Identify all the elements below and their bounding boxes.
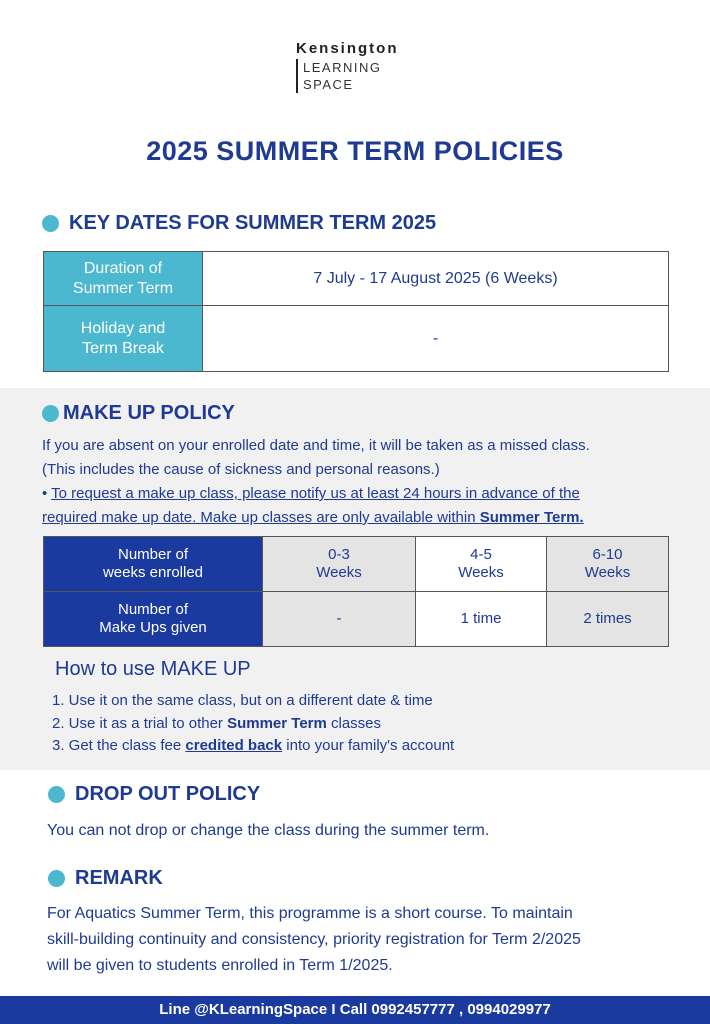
remark-line: For Aquatics Summer Term, this programme is a short course. To maintain: [47, 905, 573, 922]
bullet-icon: [42, 405, 59, 422]
key-dates-value: 7 July - 17 August 2025 (6 Weeks): [203, 252, 669, 306]
logo-line-2: SPACE: [303, 77, 354, 92]
key-dates-value: -: [203, 306, 669, 372]
remark-line: skill-building continuity and consistency, priority registration for Term 2/2025: [47, 931, 581, 948]
table-row: [44, 252, 669, 306]
dropout-heading-text: DROP OUT POLICY: [75, 783, 261, 805]
list-item-bold: Summer Term: [227, 714, 327, 732]
remark-heading: [48, 867, 163, 890]
list-item: [52, 735, 454, 758]
bullet-icon: [42, 215, 59, 232]
makeup-heading: [42, 402, 235, 425]
footer-contact: Line @KLearningSpace I Call 0992457777 , 0994029977: [0, 996, 710, 1024]
makeup-para-line: (This includes the cause of sickness and personal reasons.): [42, 461, 440, 478]
header-line: Number of: [117, 546, 189, 563]
howto-title: How to use MAKE UP: [55, 658, 251, 680]
list-item: [52, 713, 454, 736]
makeups-cell: 1 time: [416, 592, 547, 647]
logo-name: Kensington: [296, 40, 399, 57]
makeup-bullet-cont: [42, 506, 692, 530]
makeup-bullet: [42, 482, 692, 506]
header-line: Make Ups given: [99, 619, 207, 636]
makeup-bullet-text: To request a make up class, please notify us at least 24 hours in advance of the: [51, 485, 580, 502]
makeup-para-line: If you are absent on your enrolled date and time, it will be taken as a missed class.: [42, 437, 590, 454]
dropout-text: You can not drop or change the class during the summer term.: [47, 822, 490, 839]
header-line: weeks enrolled: [102, 564, 204, 581]
remark-heading-text: REMARK: [75, 867, 163, 889]
cell-line: Weeks: [316, 564, 362, 581]
makeup-bullet-bold: Summer Term.: [479, 509, 584, 526]
bullet-dot: •: [42, 485, 52, 502]
cell-line: 6-10: [592, 546, 623, 563]
weeks-cell: [416, 537, 547, 592]
bullet-icon: [48, 786, 65, 803]
list-item-text: 3. Get the class fee: [52, 737, 186, 754]
page-title: 2025 SUMMER TERM POLICIES: [146, 136, 564, 166]
label-line: Summer Term: [72, 279, 174, 297]
makeup-bullet-text: required make up date. Make up classes are only available within: [42, 509, 480, 526]
makeups-cell: -: [263, 592, 416, 647]
remark-text: [47, 901, 581, 979]
cell-line: 0-3: [328, 546, 350, 563]
weeks-cell: [263, 537, 416, 592]
logo-subtitle: [296, 59, 399, 93]
dropout-heading: [48, 783, 260, 806]
cell-line: Weeks: [458, 564, 504, 581]
howto-list: [52, 690, 454, 758]
makeup-description: [42, 434, 692, 530]
list-item-text: into your family's account: [282, 737, 455, 754]
key-dates-label: [44, 252, 203, 306]
makeups-cell: 2 times: [547, 592, 669, 647]
makeup-table: [43, 536, 669, 647]
table-row: [44, 306, 669, 372]
key-dates-heading: [42, 212, 436, 235]
list-item-text: classes: [326, 714, 382, 732]
list-item-text: 2. Use it as a trial to other: [52, 714, 228, 732]
logo-line-1: LEARNING: [303, 60, 382, 75]
list-item: 1. Use it on the same class, but on a different date & time: [52, 692, 433, 709]
bullet-icon: [48, 870, 65, 887]
table-row: [44, 592, 669, 647]
key-dates-table: [43, 251, 669, 372]
list-item-bold: credited back: [185, 737, 283, 754]
label-line: Term Break: [82, 339, 164, 357]
logo: [296, 40, 399, 93]
label-line: Holiday and: [80, 319, 166, 337]
row-header-weeks: [44, 537, 263, 592]
row-header-makeups: [44, 592, 263, 647]
key-dates-heading-text: KEY DATES FOR SUMMER TERM 2025: [69, 212, 437, 234]
cell-line: Weeks: [584, 564, 631, 581]
cell-line: 4-5: [470, 546, 492, 563]
remark-line: will be given to students enrolled in Term 1/2025.: [47, 957, 393, 974]
key-dates-label: [44, 306, 203, 372]
weeks-cell: [547, 537, 669, 592]
label-line: Duration of: [83, 259, 163, 277]
makeup-heading-text: MAKE UP POLICY: [63, 402, 235, 424]
table-row: [44, 537, 669, 592]
header-line: Number of: [117, 601, 189, 618]
